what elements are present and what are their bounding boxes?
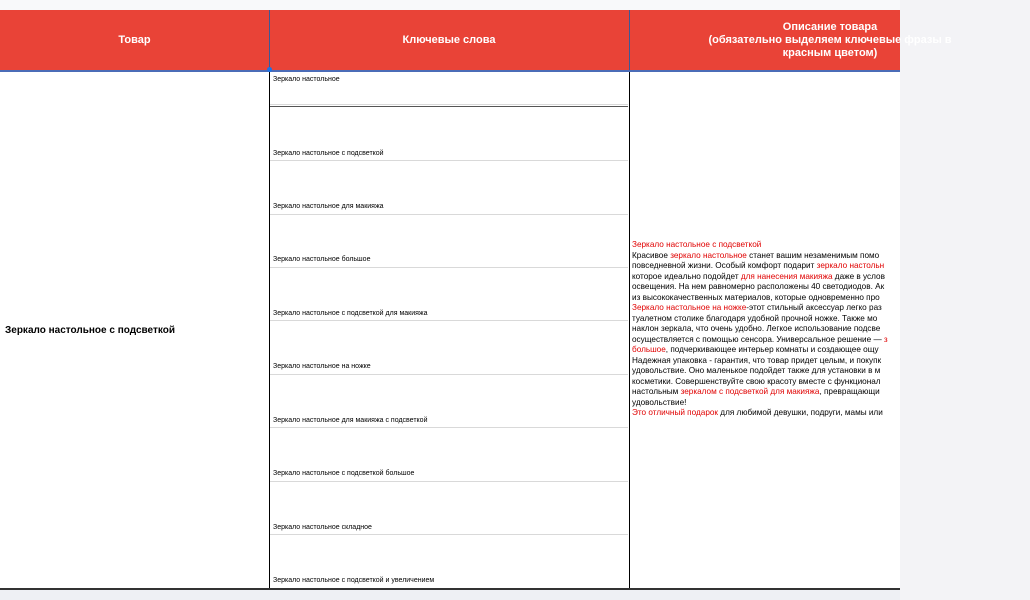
- description-line: наклон зеркала, что очень удобно. Легкое использование подсве: [632, 324, 881, 333]
- keywords-column: [270, 72, 628, 588]
- description-cell[interactable]: [632, 240, 932, 419]
- keyword-cell[interactable]: Зеркало настольное с подсветкой для макияжа: [273, 310, 428, 317]
- header-keywords[interactable]: [270, 10, 628, 70]
- row-divider: [270, 267, 628, 268]
- bottom-strip: [0, 590, 900, 600]
- product-name: Зеркало настольное с подсветкой: [5, 324, 175, 336]
- description-line: освещения. На нем равномерно расположены 40 светодиодов. Ак: [632, 282, 885, 291]
- table-body: [0, 72, 900, 588]
- row-divider: [270, 481, 628, 482]
- row-divider: [270, 320, 628, 321]
- table-header: [0, 10, 952, 70]
- description-line: из высококачественных материалов, которые одновременно про: [632, 292, 880, 302]
- header-description-title: Описание товара: [782, 20, 878, 33]
- product-cell[interactable]: [0, 72, 269, 588]
- description-line: настольным зеркалом с подсветкой для макияжа, превращающи: [632, 387, 880, 396]
- keyword-cell[interactable]: Зеркало настольное на ножке: [273, 363, 371, 370]
- header-description-note: (обязательно выделяем ключевые фразы в: [708, 33, 952, 46]
- keyword-cell[interactable]: Зеркало настольное складное: [273, 524, 372, 531]
- description-line: которое идеально подойдет для нанесения макияжа даже в услов: [632, 271, 885, 281]
- description-line: осуществляется с помощью сенсора. Универсальное решение — з: [632, 334, 888, 344]
- column-divider: [629, 72, 630, 588]
- row-divider: [270, 534, 628, 535]
- keyword-cell[interactable]: Зеркало настольное для макияжа с подсветкой: [273, 417, 428, 424]
- row-divider: [270, 104, 628, 105]
- keyword-cell[interactable]: Зеркало настольное с подсветкой: [273, 150, 384, 157]
- header-product[interactable]: [0, 10, 269, 70]
- description-line: Красивое зеркало настольное станет вашим незаменимым помо: [632, 250, 880, 260]
- row-divider: [270, 427, 628, 428]
- header-keywords-label: Ключевые слова: [402, 33, 496, 46]
- header-description-note-2: красным цветом): [782, 46, 878, 59]
- keyword-cell[interactable]: Зеркало настольное: [273, 76, 340, 83]
- header-description[interactable]: [630, 10, 1030, 70]
- description-line: удовольствие. Оно маленькое подойдет также для установки в м: [632, 366, 881, 375]
- description-line: Это отличный подарок для любимой девушки, подруги, мамы или: [632, 408, 883, 417]
- keyword-cell[interactable]: Зеркало настольное с подсветкой и увеличением: [273, 577, 435, 584]
- description-line: повседневной жизни. Особый комфорт подарит зеркало настольн: [632, 261, 885, 270]
- description-line: Надежная упаковка - гарантия, что товар придет целым, и покупк: [632, 355, 882, 365]
- row-divider: [270, 106, 628, 107]
- row-divider: [270, 160, 628, 161]
- description-line: Зеркало настольное с подсветкой: [632, 240, 762, 249]
- keyword-cell[interactable]: Зеркало настольное большое: [273, 256, 371, 263]
- row-divider: [270, 214, 628, 215]
- top-strip: [0, 0, 900, 10]
- description-line: удовольствие!: [632, 397, 687, 407]
- description-line: косметики. Совершенствуйте свою красоту вместе с функционал: [632, 376, 881, 386]
- keyword-cell[interactable]: Зеркало настольное для макияжа: [273, 203, 384, 210]
- description-line: большое, подчеркивающее интерьер комнаты и создающее ощу: [632, 345, 879, 354]
- description-line: туалетном столике благодаря удобной прочной ножке. Также мо: [632, 313, 878, 323]
- row-divider: [270, 374, 628, 375]
- header-product-label: Товар: [118, 33, 151, 46]
- keyword-cell[interactable]: Зеркало настольное с подсветкой большое: [273, 470, 415, 477]
- description-line: Зеркало настольное на ножке-этот стильный аксессуар легко раз: [632, 303, 882, 312]
